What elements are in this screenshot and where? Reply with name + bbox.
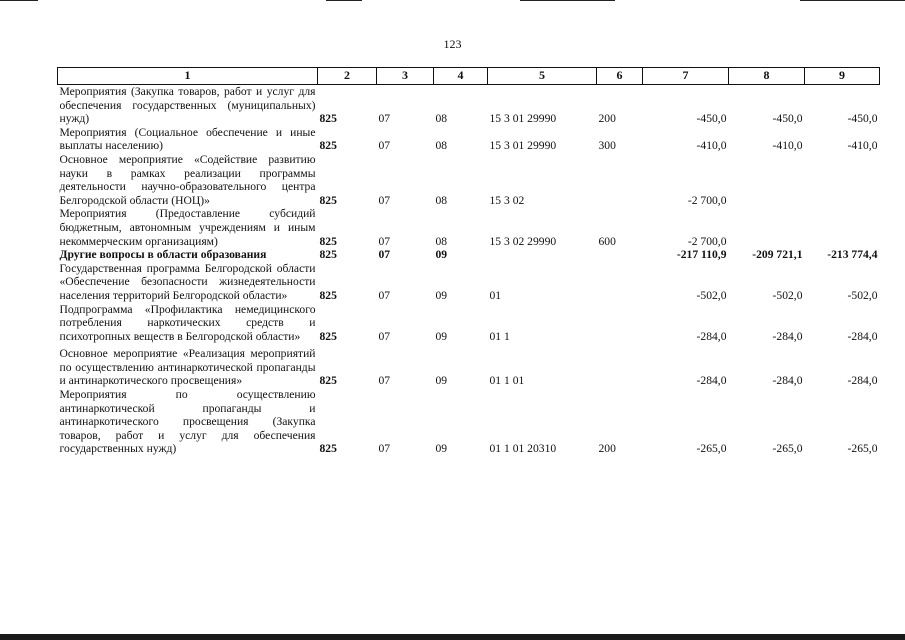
row-value-8: -265,0 xyxy=(772,442,803,456)
row-rz: 07 xyxy=(378,442,391,456)
header-col-3: 3 xyxy=(377,68,434,85)
row-rz: 07 xyxy=(378,248,391,262)
row-pr: 09 xyxy=(435,329,448,343)
row-value-7: -265,0 xyxy=(696,442,727,456)
scan-edge-top-mid xyxy=(326,0,362,1)
row-pr: 08 xyxy=(435,193,448,207)
row-value-7: -217 110,9 xyxy=(676,248,727,262)
row-vr xyxy=(597,262,643,303)
row-rz: 07 xyxy=(378,288,391,302)
scan-edge-top-right xyxy=(520,0,615,1)
row-gr: 825 xyxy=(319,374,337,388)
row-value-7: -450,0 xyxy=(696,112,727,126)
row-value-9: -284,0 xyxy=(847,329,878,343)
row-pr: 08 xyxy=(435,139,448,153)
table-row xyxy=(58,303,880,344)
row-gr: 825 xyxy=(319,329,337,343)
table-row xyxy=(58,347,880,388)
row-gr: 825 xyxy=(319,112,337,126)
row-name: Мероприятия по осуществлению антинаркотической пропаганды и антинаркотического просвещения (Закупка товаров, работ и услуг для обеспечения государственных нужд) xyxy=(59,388,316,456)
row-csr: 01 1 01 20310 xyxy=(489,442,557,456)
row-csr: 01 xyxy=(489,288,502,302)
row-rz: 07 xyxy=(378,193,391,207)
scan-edge-top-left xyxy=(0,0,38,1)
row-value-9: -410,0 xyxy=(847,139,878,153)
row-value-8: -284,0 xyxy=(772,374,803,388)
row-pr: 08 xyxy=(435,112,448,126)
row-value-8: -502,0 xyxy=(772,288,803,302)
row-rz: 07 xyxy=(378,329,391,343)
row-name: Другие вопросы в области образования xyxy=(59,248,267,262)
header-col-8: 8 xyxy=(729,68,805,85)
row-value-7: -502,0 xyxy=(696,288,727,302)
row-vr: 200 xyxy=(598,442,616,456)
row-csr: 15 3 02 xyxy=(489,193,525,207)
table-row xyxy=(58,207,880,248)
table-row xyxy=(58,153,880,207)
row-value-9 xyxy=(805,207,880,248)
header-col-6: 6 xyxy=(597,68,643,85)
row-vr: 600 xyxy=(598,234,616,248)
row-gr: 825 xyxy=(319,234,337,248)
row-rz: 07 xyxy=(378,112,391,126)
row-name: Основное мероприятие «Содействие развитию науки в рамках реализации программы деятельности научно-образовательного центра Белгородской области (НОЦ)» xyxy=(59,152,316,207)
row-name: Подпрограмма «Профилактика немедицинского потребления наркотических средств и психотропных веществ в Белгородской области» xyxy=(59,302,316,343)
row-value-7: -2 700,0 xyxy=(687,193,727,207)
header-col-1: 1 xyxy=(58,68,318,85)
row-value-8: -410,0 xyxy=(772,139,803,153)
row-value-9 xyxy=(805,153,880,207)
row-value-9: -213 774,4 xyxy=(827,248,878,262)
table-row xyxy=(58,388,880,456)
row-csr: 15 3 01 29990 xyxy=(489,139,557,153)
row-csr: 15 3 02 29990 xyxy=(489,234,557,248)
row-value-8 xyxy=(729,207,805,248)
row-value-8: -450,0 xyxy=(772,112,803,126)
row-csr: 01 1 01 xyxy=(489,374,525,388)
row-rz: 07 xyxy=(378,139,391,153)
row-csr: 15 3 01 29990 xyxy=(489,112,557,126)
row-rz: 07 xyxy=(378,234,391,248)
row-name: Государственная программа Белгородской области «Обеспечение безопасности жизнедеятельности населения территорий Белгородской области» xyxy=(59,261,316,302)
row-pr: 08 xyxy=(435,234,448,248)
row-pr: 09 xyxy=(435,288,448,302)
row-value-7: -284,0 xyxy=(696,329,727,343)
row-gr: 825 xyxy=(319,248,337,262)
row-value-9: -450,0 xyxy=(847,112,878,126)
row-value-7: -2 700,0 xyxy=(687,234,727,248)
table-row xyxy=(58,126,880,153)
table-row xyxy=(58,262,880,303)
row-gr: 825 xyxy=(319,139,337,153)
row-name: Мероприятия (Социальное обеспечение и иные выплаты населению) xyxy=(59,125,316,153)
header-col-5: 5 xyxy=(488,68,597,85)
row-value-9: -502,0 xyxy=(847,288,878,302)
header-col-9: 9 xyxy=(805,68,880,85)
header-col-4: 4 xyxy=(434,68,488,85)
row-vr: 200 xyxy=(598,112,616,126)
header-col-2: 2 xyxy=(318,68,377,85)
row-value-8 xyxy=(729,153,805,207)
row-pr: 09 xyxy=(435,374,448,388)
row-vr xyxy=(597,347,643,388)
row-gr: 825 xyxy=(319,288,337,302)
row-vr xyxy=(597,248,643,262)
row-pr: 09 xyxy=(435,442,448,456)
budget-table xyxy=(57,67,880,456)
row-gr: 825 xyxy=(319,193,337,207)
scan-edge-top-far xyxy=(800,0,905,1)
table-row xyxy=(58,85,880,126)
row-vr xyxy=(597,153,643,207)
row-value-8: -209 721,1 xyxy=(752,248,803,262)
row-rz: 07 xyxy=(378,374,391,388)
table-row-section xyxy=(58,248,880,262)
page-number: 123 xyxy=(443,37,462,51)
row-gr: 825 xyxy=(319,442,337,456)
row-name: Мероприятия (Предоставление субсидий бюджетным, автономным учреждениям и иным некоммерческим организациям) xyxy=(59,207,316,248)
scan-edge-bottom xyxy=(0,634,905,640)
row-vr xyxy=(597,303,643,344)
row-value-8: -284,0 xyxy=(772,329,803,343)
header-col-7: 7 xyxy=(643,68,729,85)
table-header-row xyxy=(58,68,880,85)
row-csr xyxy=(488,248,597,262)
row-pr: 09 xyxy=(435,248,448,262)
row-value-9: -265,0 xyxy=(847,442,878,456)
row-name: Мероприятия (Закупка товаров, работ и услуг для обеспечения государственных (муниципальных) нужд) xyxy=(59,85,316,126)
row-name: Основное мероприятие «Реализация мероприятий по осуществлению антинаркотической пропаганды и антинаркотического просвещения» xyxy=(59,347,316,388)
row-value-7: -410,0 xyxy=(696,139,727,153)
row-vr: 300 xyxy=(598,139,616,153)
row-csr: 01 1 xyxy=(489,329,510,343)
row-value-9: -284,0 xyxy=(847,374,878,388)
row-value-7: -284,0 xyxy=(696,374,727,388)
